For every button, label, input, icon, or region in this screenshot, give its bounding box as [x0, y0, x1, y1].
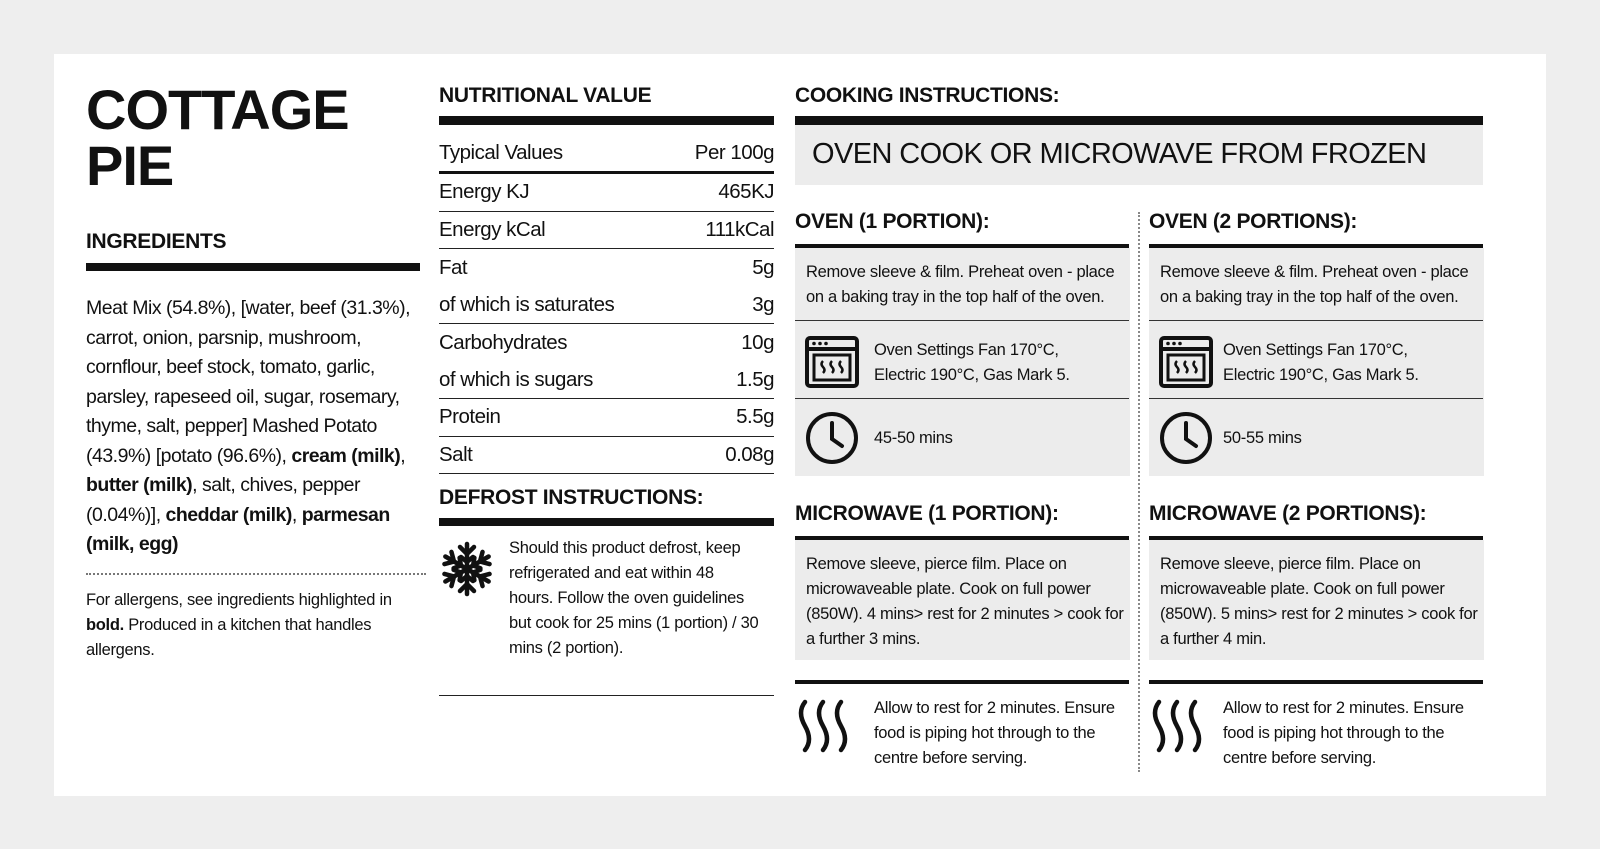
oven-1-panel — [795, 248, 1130, 476]
allergen-note — [86, 588, 426, 663]
nutrition-header-label: Typical Values — [439, 140, 563, 164]
nutrition-header-value: Per 100g — [694, 140, 774, 164]
oven-2-divider-a — [1149, 320, 1483, 321]
oven-1-heading: OVEN (1 PORTION): — [795, 210, 990, 233]
oven-1-time: 45-50 mins — [874, 429, 953, 447]
microwave-2-heading: MICROWAVE (2 PORTIONS): — [1149, 502, 1427, 525]
cooking-rule — [795, 116, 1483, 125]
oven-2-settings: Oven Settings Fan 170°C, Electric 190°C, Gas Mark 5. — [1223, 341, 1419, 384]
microwave-1-panel — [795, 540, 1130, 660]
ingredients-rule — [86, 263, 420, 271]
nutrition-label: Energy kCal — [439, 217, 546, 241]
allergen-cream: cream (milk) — [291, 444, 401, 467]
nutrition-value: 0.08g — [725, 442, 774, 466]
nutrition-rule — [439, 116, 774, 125]
product-label-card — [54, 54, 1546, 796]
clock-icon — [1159, 411, 1213, 465]
microwave-1-heading: MICROWAVE (1 PORTION): — [795, 502, 1059, 525]
defrost-heading: DEFROST INSTRUCTIONS: — [439, 486, 704, 509]
nutrition-value: 3g — [752, 292, 774, 316]
oven-2-text: Remove sleeve & film. Preheat oven - place on a baking tray in the top half of the oven. — [1160, 263, 1469, 306]
ingredients-part-2: , — [400, 444, 406, 467]
allergen-note-post: Produced in a kitchen that handles allergens. — [86, 616, 372, 659]
nutrition-label: Protein — [439, 405, 501, 429]
nutrition-row — [439, 174, 774, 212]
microwave-2-text: Remove sleeve, pierce film. Place on microwaveable plate. Cook on full power (850W). 5 mins> rest for 2 minutes > cook for a further 4 min. — [1160, 555, 1478, 648]
cooking-heading: COOKING INSTRUCTIONS: — [795, 84, 1060, 107]
oven-1-divider-b — [795, 398, 1129, 399]
nutrition-table — [439, 134, 774, 474]
oven-2-panel — [1149, 248, 1484, 476]
nutrition-label: Fat — [439, 255, 468, 279]
defrost-rule — [439, 518, 774, 526]
microwave-2-rest-rule — [1149, 680, 1483, 684]
ingredients-part-3: , salt, chives, pepper (0.04%)], — [86, 474, 361, 526]
clock-icon — [805, 411, 859, 465]
nutrition-label: Carbohydrates — [439, 330, 567, 354]
nutrition-row — [439, 362, 774, 400]
title-line-1: COTTAGE — [86, 78, 349, 141]
nutrition-value: 111kCal — [705, 217, 774, 241]
defrost-text: Should this product defrost, keep refrigerated and eat within 48 hours. Follow the oven guidelines but cook for 25 mins (1 portion) / 30 mins (2 portion). — [509, 539, 759, 657]
defrost-bottom-rule — [439, 695, 774, 696]
microwave-2-rest-text: Allow to rest for 2 minutes. Ensure food is piping hot through to the centre before serving. — [1223, 699, 1464, 767]
oven-icon — [1159, 336, 1213, 388]
column-divider — [1138, 212, 1140, 772]
oven-1-divider-a — [795, 320, 1129, 321]
allergen-note-pre: For allergens, see ingredients highlighted in — [86, 591, 392, 609]
oven-1-text: Remove sleeve & film. Preheat oven - place on a baking tray in the top half of the oven. — [806, 263, 1115, 306]
allergen-butter: butter (milk) — [86, 474, 193, 496]
title-line-2: PIE — [86, 134, 174, 197]
microwave-1-text: Remove sleeve, pierce film. Place on microwaveable plate. Cook on full power (850W). 4 mins> rest for 2 minutes > cook for a further 3 mins. — [806, 555, 1124, 648]
nutrition-value: 5.5g — [736, 405, 774, 429]
ingredients-part-4: , — [291, 503, 302, 526]
nutrition-value: 1.5g — [736, 367, 774, 391]
nutrition-row — [439, 287, 774, 325]
microwave-1-rest-rule — [795, 680, 1129, 684]
allergen-cheddar: cheddar (milk) — [165, 503, 292, 526]
nutrition-row — [439, 437, 774, 475]
nutrition-heading: NUTRITIONAL VALUE — [439, 84, 652, 107]
allergen-note-bold: bold. — [86, 616, 124, 634]
ingredients-part-1: Meat Mix (54.8%), [water, beef (31.3%), carrot, onion, parsnip, mushroom, cornflour, beef stock, tomato, garlic, parsley, rapeseed oil, sugar, rosemary, thyme, salt, pepper] Mashed Potato (43.9%) [potato (96.6%), — [86, 297, 411, 467]
nutrition-header-row — [439, 134, 774, 174]
snowflake-icon — [439, 540, 495, 598]
nutrition-row — [439, 212, 774, 250]
steam-icon — [1149, 698, 1205, 754]
product-title — [86, 78, 349, 197]
oven-2-divider-b — [1149, 398, 1483, 399]
oven-1-settings: Oven Settings Fan 170°C, Electric 190°C, Gas Mark 5. — [874, 341, 1070, 384]
cooking-banner-text: OVEN COOK OR MICROWAVE FROM FROZEN — [812, 138, 1427, 170]
oven-icon — [805, 336, 859, 388]
ingredients-heading: INGREDIENTS — [86, 230, 227, 253]
oven-2-heading: OVEN (2 PORTIONS): — [1149, 210, 1358, 233]
nutrition-value: 10g — [741, 330, 774, 354]
nutrition-label: of which is saturates — [439, 292, 615, 316]
microwave-2-panel — [1149, 540, 1484, 660]
nutrition-value: 465KJ — [718, 180, 774, 204]
nutrition-label: Salt — [439, 442, 473, 466]
allergen-parmesan: parmesan (milk, egg) — [86, 503, 390, 555]
ingredients-divider — [86, 573, 426, 575]
nutrition-rows — [439, 174, 774, 474]
nutrition-label: of which is sugars — [439, 367, 593, 391]
nutrition-label: Energy KJ — [439, 180, 530, 204]
ingredients-text — [86, 294, 426, 560]
nutrition-row — [439, 249, 774, 287]
oven-2-time: 50-55 mins — [1223, 429, 1302, 447]
microwave-1-rest-text: Allow to rest for 2 minutes. Ensure food is piping hot through to the centre before serving. — [874, 699, 1115, 767]
nutrition-row — [439, 324, 774, 362]
cooking-banner — [795, 125, 1483, 185]
nutrition-row — [439, 399, 774, 437]
nutrition-value: 5g — [752, 255, 774, 279]
steam-icon — [795, 698, 851, 754]
